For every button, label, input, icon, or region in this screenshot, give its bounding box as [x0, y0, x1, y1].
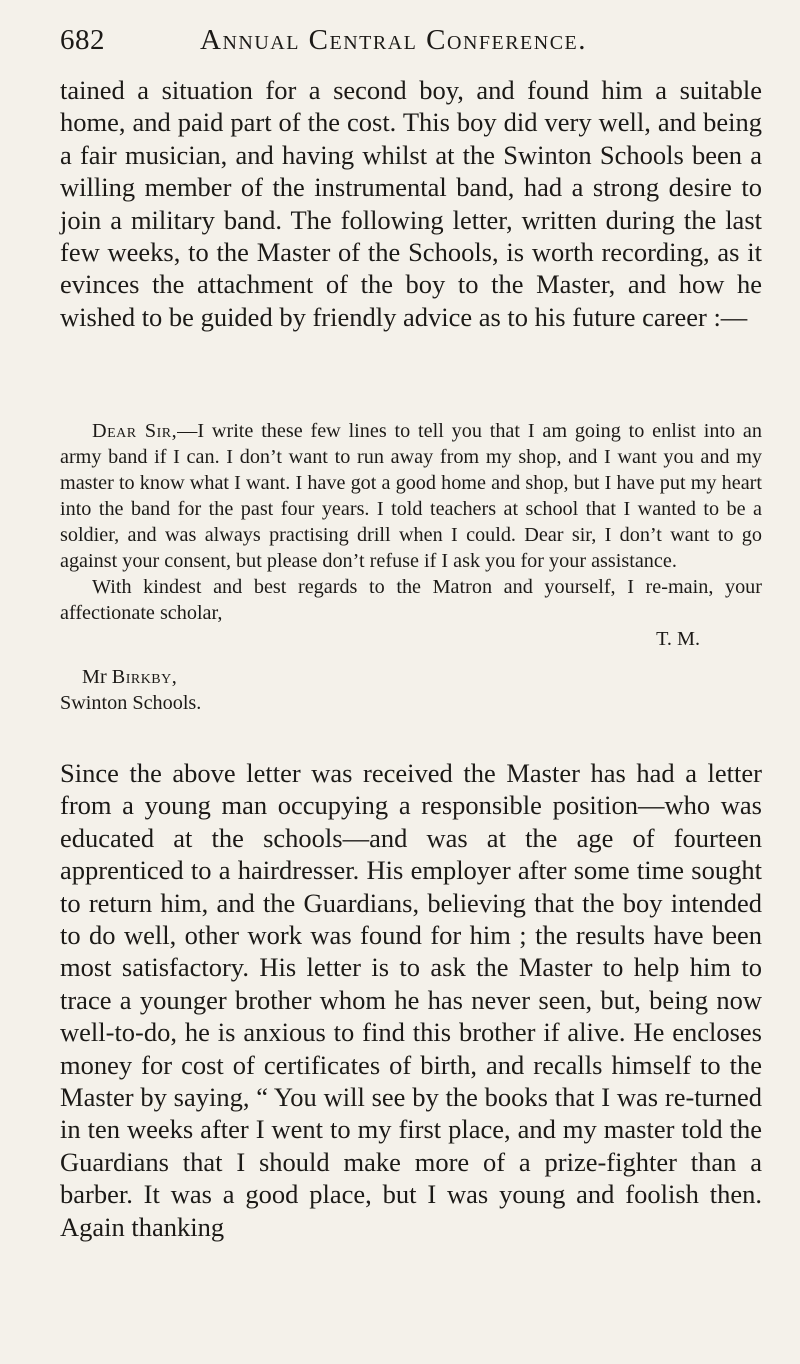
- letter-body-2: With kindest and best regards to the Matron and yourself, I re-main, your affectionate scholar,: [60, 576, 762, 624]
- quoted-letter: [60, 418, 762, 716]
- running-header: [60, 20, 760, 60]
- running-title: Annual Central Conference.: [200, 24, 588, 56]
- letter-body-1: [60, 418, 762, 574]
- page-number: 682: [60, 24, 105, 56]
- address-line-1: [60, 664, 762, 690]
- letter-closing: [60, 626, 762, 652]
- body-paragraph-1: tained a situation for a second boy, and found him a suitable home, and paid part of the cost. This boy did very well, and being a fair musician, and having whilst at the Swinton Schools been a willing member of the instrumental band, had a strong desire to join a military band. The following letter, written during the last few weeks, to the Master of the Schools, is worth recording, as it evinces the attachment of the boy to the Master, and how he wished to be guided by friendly advice as to his future career :—: [60, 75, 762, 332]
- address-prefix: Mr: [82, 666, 112, 688]
- letter-signature: T. M.: [656, 628, 700, 650]
- address-line-2: Swinton Schools.: [60, 692, 202, 714]
- address-name: Birkby,: [111, 666, 178, 688]
- letter-address: [60, 664, 762, 716]
- body-paragraph-2: Since the above letter was received the Master has had a letter from a young man occupying a responsible position—who was educated at the schools—and was at the age of fourteen apprenticed to a hairdresser. His employer after some time sought to return him, and the Guardians, believing that the boy intended to do well, other work was found for him ; the results have been most satisfactory. His letter is to ask the Master to help him to trace a younger brother whom he has never seen, but, being now well-to-do, he is anxious to find this brother if alive. He encloses money for cost of certificates of birth, and recalls himself to the Master by saying, “ You will see by the books that I was re-turned in ten weeks after I went to my first place, and my master told the Guardians that I should make more of a prize-fighter than a barber. It was a good place, but I was young and foolish then. Again thanking: [60, 758, 762, 1242]
- letter-body-1-text: —I write these few lines to tell you that I am going to enlist into an army band if I can. I don’t want to run away from my shop, and I want you and my master to know what I want. I have got a good home and shop, but I have put my heart into the band for the past four years. I told teachers at school that I wanted to be a soldier, and was always practising drill when I could. Dear sir, I don’t want to go against your consent, but please don’t refuse if I ask you for your assistance.: [60, 420, 762, 572]
- letter-salutation: Dear Sir,: [92, 420, 178, 442]
